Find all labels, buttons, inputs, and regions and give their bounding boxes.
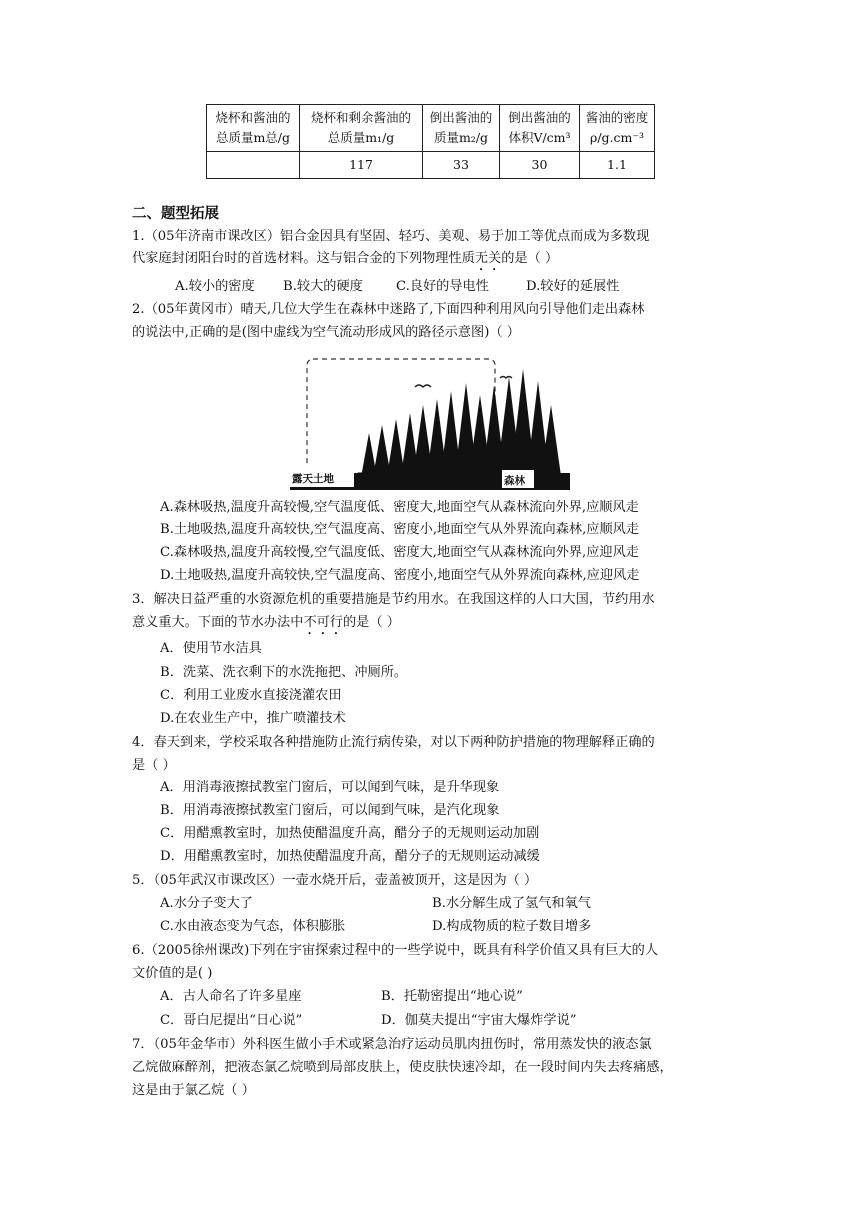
question-4-text: 是（ ） [132, 758, 176, 773]
figure-label-forest: 森林 [504, 475, 525, 487]
option: A．古人命名了许多星座 [160, 989, 302, 1004]
option: B.土地吸热,温度升高较快,空气温度高、密度小,地面空气从外界流向森林,应顺风走 [160, 522, 640, 537]
option: B．托勒密提出“地心说” [381, 989, 523, 1004]
option: C．用醋熏教室时，加热使醋温度升高，醋分子的无规则运动加剧 [160, 826, 540, 841]
option: B.较大的硬度 [283, 279, 363, 294]
option: A.森林吸热,温度升高较慢,空气温度低、密度大,地面空气从森林流向外界,应顺风走 [160, 500, 639, 515]
forest-wind-figure [290, 355, 570, 490]
table-cell: 30 [500, 152, 580, 179]
question-6-text: 文价值的是( ) [132, 966, 213, 981]
question-7-text: 7．（05年金华市）外科医生做小手术或紧急治疗运动员肌肉扭伤时，常用蒸发快的液态氯 [132, 1037, 652, 1052]
table-cell: 1.1 [580, 152, 655, 179]
table-header-cell: 烧杯和剩余酱油的 总质量m₁/g [300, 105, 423, 152]
option: B.水分解生成了氢气和氧气 [432, 896, 591, 911]
question-3-text: 意义重大。下面的节水办法中不可行的是（ ） [132, 615, 400, 630]
question-6-text: 6.（2005徐州课改)下列在宇宙探索过程中的一些学说中，既具有科学价值又具有巨大的人 [132, 943, 659, 958]
table-header-row [207, 105, 655, 152]
option: A．用消毒液擦拭教室门窗后，可以闻到气味，是升华现象 [160, 780, 500, 795]
option: C．哥白尼提出“日心说” [160, 1013, 303, 1028]
question-1-text: 代家庭封闭阳台时的首选材料。这与铝合金的下列物理性质无关的是（ ） [132, 251, 559, 266]
option: C．利用工业废水直接浇灌农田 [160, 688, 342, 703]
table-cell [207, 152, 300, 179]
table-header-cell: 倒出酱油的 质量m₂/g [423, 105, 500, 152]
option: A.较小的密度 [175, 279, 255, 294]
option: D．伽莫夫提出“宇宙大爆炸学说” [381, 1013, 577, 1028]
table-header-cell: 倒出酱油的 体积V/cm³ [500, 105, 580, 152]
section-title: 二、题型拓展 [132, 206, 219, 222]
question-4-text: 4．春天到来，学校采取各种措施防止流行病传染，对以下两种防护措施的物理解释正确的 [132, 735, 655, 750]
emphasis-text: 不可行 [303, 615, 343, 630]
option: D.较好的延展性 [526, 279, 620, 294]
question-2-text: 的说法中,正确的是(图中虚线为空气流动形成风的路径示意图)（ ） [132, 325, 520, 340]
measurement-table [206, 104, 655, 179]
question-2-text: 2.（05年黄冈市）晴天,几位大学生在森林中迷路了,下面四种利用风向引导他们走出森林 [132, 302, 645, 317]
option: B．洗菜、洗衣剩下的水洗拖把、冲厕所。 [160, 665, 408, 680]
question-5-text: 5．（05年武汉市课改区）一壶水烧开后，壶盖被顶开，这是因为（ ） [132, 873, 538, 888]
option: C.森林吸热,温度升高较慢,空气温度低、密度大,地面空气从森林流向外界,应迎风走 [160, 545, 639, 560]
option: C.良好的导电性 [396, 279, 489, 294]
option: A．使用节水洁具 [160, 641, 262, 656]
table-header-cell: 烧杯和酱油的 总质量m总/g [207, 105, 300, 152]
question-7-text: 这是由于氯乙烷（ ） [132, 1083, 255, 1098]
option: D．用醋熏教室时，加热使醋温度升高，醋分子的无规则运动减缓 [160, 849, 540, 864]
bird-icon [415, 385, 431, 387]
table-cell: 117 [300, 152, 423, 179]
option: B．用消毒液擦拭教室门窗后，可以闻到气味，是汽化现象 [160, 803, 500, 818]
figure-label-open-land: 露天土地 [292, 473, 334, 485]
table-header-cell: 酱油的密度 ρ/g.cm⁻³ [580, 105, 655, 152]
option: A.水分子变大了 [160, 896, 253, 911]
table-cell: 33 [423, 152, 500, 179]
question-7-text: 乙烷做麻醉剂，把液态氯乙烷喷到局部皮肤上，使皮肤快速冷却，在一段时间内失去疼痛感， [132, 1060, 673, 1075]
question-3-text: 3．解决日益严重的水资源危机的重要措施是节约用水。在我国这样的人口大国，节约用水 [132, 592, 655, 607]
option: D.在农业生产中，推广喷灌技术 [160, 711, 346, 726]
bird-icon [500, 377, 512, 379]
option: D.构成物质的粒子数目增多 [432, 919, 592, 934]
option: D.土地吸热,温度升高较快,空气温度高、密度小,地面空气从外界流向森林,应迎风走 [160, 568, 640, 583]
option: C.水由液态变为气态，体积膨胀 [160, 919, 346, 934]
emphasis-text: 无关 [474, 251, 502, 266]
table-row [207, 152, 655, 179]
question-1-text: 1.（05年济南市课改区）铝合金因具有坚固、轻巧、美观、易于加工等优点而成为多数现 [132, 229, 650, 244]
